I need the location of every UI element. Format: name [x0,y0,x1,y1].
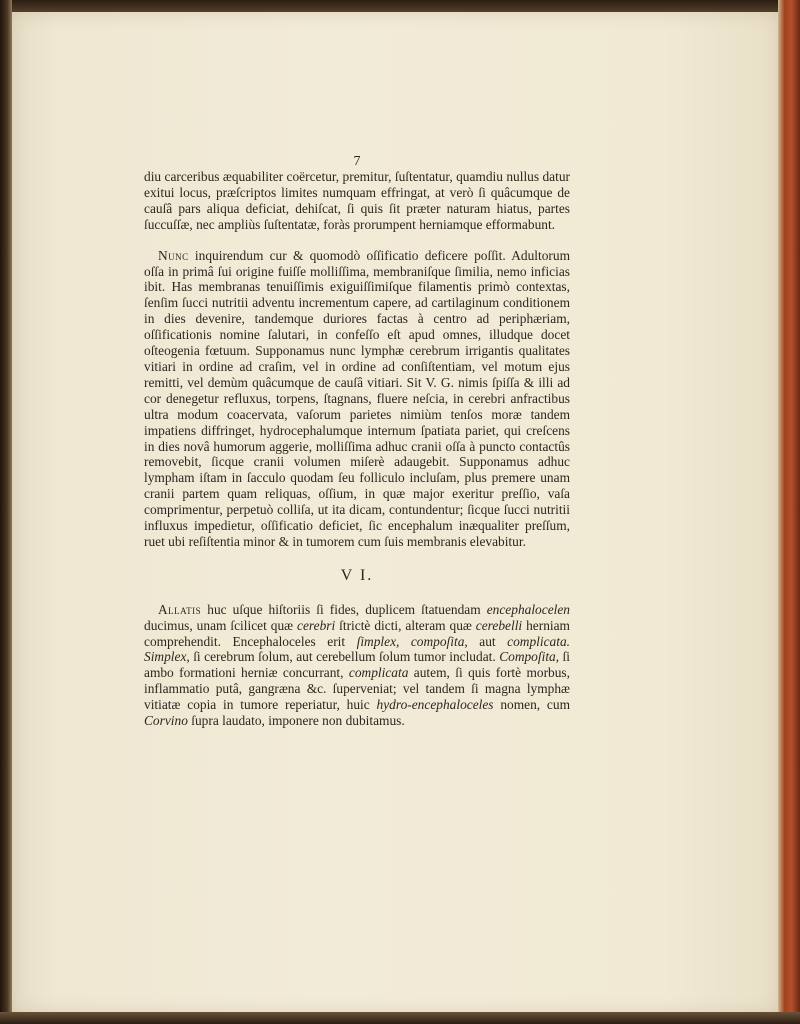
section-number: V I. [340,566,374,584]
paragraph-lead-word: Nunc [158,247,189,263]
text-run: ducimus, unam ſcilicet quæ [144,617,298,633]
text-run: autem, ſi quis fortè morbus, inflammatio putâ, gangræna &c. ſuperveniat; vel tandem ſi magna lymphæ vitiatæ copia in tumore reperiatur, huic [144,665,570,713]
book-spine [0,0,12,1024]
page-number: 7 [353,154,361,169]
text-run: , aut [464,633,508,649]
paragraph-allatis [144,602,570,729]
paragraph-continuation: diu carceribus æquabiliter coërcetur, premitur, ſuſtentatur, quamdiu nullus datur exitui locus, præſcriptos limites numquam effringat, at verò ſi quâcumque de cauſâ pars aliqua deficiat, dehiſcat, ſi quis ſit præter naturam hiatus, partes ſuccuſſæ, nec ampliùs ſuſtentatæ, foràs prorumpent herniamque efformabunt. [144,169,570,232]
italic-term: cerebelli [475,617,523,633]
text-run: ſtrictè dicti, alteram quæ [335,617,476,633]
paragraph-lead-word: Allatis [158,601,202,617]
italic-term: encephalocelen [486,601,570,617]
text-run: nomen, cum [493,697,570,713]
italic-term: ſimplex, compoſita [356,633,465,649]
paragraph-nunc [144,248,570,550]
text-run: , ſi cerebrum ſolum, aut cerebellum ſolum tumor includat. [186,649,500,665]
italic-term: complicata [348,665,409,681]
text-run: ſupra laudato, imponere non dubitamus. [187,713,405,729]
text-run: herniam comprehendit. Encephaloceles erit [144,617,570,649]
page-text-block [144,155,570,729]
text-run: huc uſque hiſtoriis ſi fides, duplicem ſtatuendam [201,601,487,617]
italic-term: Compoſita [499,649,556,665]
text-run: , ſi ambo formationi herniæ concurrant, [144,649,571,681]
italic-term: cerebri [297,617,336,633]
italic-term: hydro-encephaloceles [376,697,494,713]
italic-term: complicata. Simplex [144,633,570,665]
book-bottom-edge [0,1012,800,1024]
book-fore-edge [778,0,800,1024]
italic-term: Corvino [144,713,188,729]
paragraph-body: inquirendum cur & quomodò oſſificatio deficere poſſit. Adultorum oſſa in primâ ſui origine fuiſſe molliſſima, membraniſque ſimilia, nemo inficias ibit. Has membranas tenuiſſimis exiguiſſimiſque filamentis primò contextas, ſenſim ſucci nutritii adventu incrementum capere, ad cartilaginum conditionem in dies devenire, tandemque duriores factas à centro ad periphæriam, oſſificationis nomine ſalutari, in confeſſo eſt apud omnes, illudque docet oſteogenia fœtuum. Supponamus nunc lymphæ cerebrum irrigantis qualitates vitiari in ordine ad craſim, vel in ordine ad conſiſtentiam, vel motum ejus remitti, vel demùm quâcumque de cauſâ vitiari. Sit V. G. nimis ſpiſſa & illi ad cor denegetur refluxus, torpens, ſtagnans, fluere neſcia, in cerebri anfractibus ultra modum coacervata, vaſorum parietes nimiùm tenſos moræ tandem impatiens diffringet, hydrocephalumque internum ſpatiata pariet, qui creſcens in dies novâ humorum aggerie, molliſſima adhuc cranii oſſa à puncto contactûs removebit, ſicque cranii volumen miſerè adaugebit. Supponamus adhuc lympham iſtam in ſacculo quodam ſeu folliculo incluſam, plus premere unam cranii partem quam reliquas, oſſium, in quæ major exeritur preſſio, vaſa comprimentur, perpetuò colliſa, ut ita dicam, contundentur; ſicque ſucci nutritii influxus impedietur, oſſificatio deficiet, ſic encephalum inæqualiter preſſum, ruet ubi reſiſtentia minor & in tumorem cum ſuis membranis elevabitur. [144,247,570,549]
